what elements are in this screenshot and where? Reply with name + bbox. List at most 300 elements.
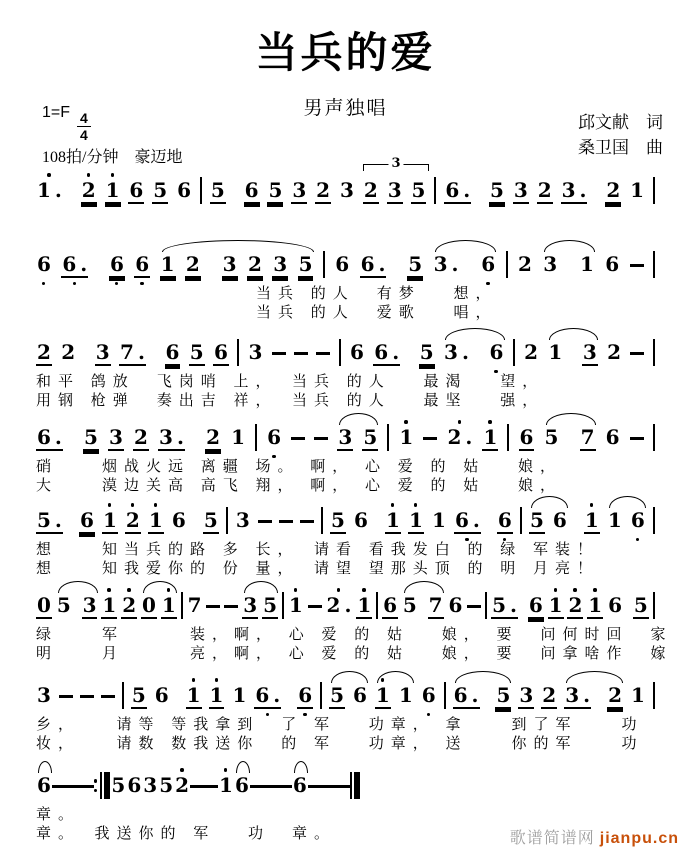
lyrics-block [36, 285, 655, 323]
lyric-row: 用钢 枪弹 奏出吉 祥， 当兵 的人 最坚 强， [36, 393, 545, 409]
slur [566, 671, 623, 683]
note: 5 [131, 683, 146, 707]
note: 3 [582, 340, 597, 364]
barline [520, 507, 522, 534]
note: 3 [82, 593, 97, 617]
octave-dot-above [294, 588, 298, 592]
octave-dot-above [554, 588, 558, 592]
note: 3 [338, 425, 353, 449]
duration-dash [59, 695, 73, 711]
slur [609, 496, 646, 508]
time-signature-top: 4 [77, 111, 91, 127]
note: 6 [37, 773, 51, 797]
barline [653, 339, 655, 366]
gap-spacer [569, 452, 571, 453]
note: 1 [587, 593, 603, 621]
note: 5 [330, 683, 345, 707]
note: 2 [134, 425, 148, 449]
music-system [36, 583, 673, 664]
note: 5 [56, 593, 71, 617]
note: 6 [608, 593, 623, 617]
music-system [36, 242, 655, 323]
triplet-number: 3 [388, 156, 403, 171]
lyric-row: 妆， 请数 数我送你 的 军 功章， 送 你的军 功 [36, 736, 644, 752]
gap-spacer [210, 279, 212, 280]
duration-dash [80, 695, 94, 711]
barline [226, 507, 228, 534]
notation-row [36, 583, 655, 621]
slur [244, 581, 278, 593]
gap-spacer [598, 710, 600, 711]
note: 5 [298, 252, 313, 276]
gap-spacer [376, 535, 378, 536]
barline [653, 424, 655, 451]
octave-dot-above [180, 768, 184, 772]
note: 2 [174, 773, 190, 801]
note: 6 . [453, 683, 479, 707]
lyric-row: 明 月 亮，啊， 心 爱 的 姑 娘， 要 问拿啥作 嫁 [36, 646, 673, 662]
note: 3 . [565, 683, 591, 707]
barline [653, 682, 655, 709]
gap-spacer [154, 367, 156, 368]
note: 5 [84, 425, 98, 449]
slur [435, 240, 496, 252]
note: 1 [148, 508, 164, 536]
octave-dot-above [108, 503, 112, 507]
music-system [36, 330, 655, 411]
note: 5 . [492, 593, 517, 617]
duration-dash [66, 785, 80, 801]
note: 1 [548, 340, 563, 364]
note: 3 [340, 178, 354, 202]
note: 2 [121, 593, 137, 621]
note: 5 [411, 178, 426, 202]
lyric-row: 章。 我送你的 军 功 章。 [36, 826, 337, 842]
note: 6 [127, 773, 142, 797]
barline [321, 507, 323, 534]
note: 3 . [433, 252, 459, 276]
duration-dash [294, 352, 308, 368]
watermark [510, 825, 679, 848]
duration-dash [316, 352, 330, 368]
note: 6 [497, 508, 513, 536]
lyrics-block [36, 541, 655, 579]
note: 3 [543, 252, 558, 276]
music-system [36, 673, 655, 754]
note: 6 . [445, 178, 471, 202]
lyric-row: 乡， 请等 等我拿到 了 军 功章， 拿 到了军 功 [36, 717, 644, 733]
lyric-row: 和平 鸽放 飞岗哨 上， 当兵 的人 最渴 望， [36, 374, 545, 390]
note: 1 [630, 683, 645, 707]
note: 6 [244, 178, 259, 202]
duration-dash [467, 605, 481, 621]
octave-dot-above [414, 503, 418, 507]
gap-spacer [408, 367, 410, 368]
slur [236, 761, 250, 773]
barline [323, 251, 325, 278]
barline [653, 251, 655, 278]
note: 5 [544, 425, 559, 449]
note: 1 . [36, 178, 63, 206]
note: 1 [431, 508, 446, 532]
credits [578, 110, 663, 160]
note: 5 [159, 773, 174, 797]
gap-spacer [479, 205, 481, 206]
barline [507, 424, 509, 451]
watermark-site: 歌谱简谱网 [509, 830, 600, 847]
slur [404, 581, 444, 593]
slur [143, 581, 177, 593]
gap-spacer [522, 620, 524, 621]
octave-dot-below [465, 538, 469, 542]
octave-dot-above [131, 503, 135, 507]
note: 7 [580, 425, 595, 449]
note: 1 [160, 252, 175, 276]
note: 1 [161, 593, 177, 621]
note: 6 [605, 252, 620, 276]
note: 6 [214, 340, 228, 364]
lyricist-credit: 邱文献 词 [578, 113, 663, 132]
octave-dot-above [458, 420, 462, 424]
duration-dash [258, 520, 272, 536]
octave-dot-below [486, 282, 490, 286]
note: 5 [529, 508, 544, 532]
gap-spacer [84, 367, 86, 368]
note: 2 [247, 252, 262, 276]
note: 1 [607, 508, 622, 532]
note: 2 [81, 178, 97, 206]
octave-dot-above [47, 173, 51, 177]
note: 1 [102, 508, 118, 536]
final-barline [350, 772, 360, 799]
octave-dot-above [488, 420, 492, 424]
note: 6 [353, 683, 367, 707]
lyric-row: 当兵 的人 爱歌 唱， [36, 305, 498, 321]
note: 2 [206, 425, 221, 449]
note: 1 [105, 178, 121, 206]
octave-dot-above [87, 173, 91, 177]
note: 6 [552, 508, 567, 532]
note: 1 [408, 508, 424, 536]
slur [377, 671, 414, 683]
duration-dash [314, 437, 328, 453]
duration-dash [264, 785, 278, 801]
octave-dot-above [111, 173, 115, 177]
lyrics-block [36, 626, 673, 664]
gap-spacer [71, 205, 73, 206]
slur [546, 413, 596, 425]
gap-spacer [487, 710, 489, 711]
gap-spacer [194, 535, 196, 536]
note: 3 [109, 425, 123, 449]
barline [434, 177, 436, 204]
note: 3 [243, 593, 258, 617]
octave-dot-above [224, 768, 228, 772]
note: 1 [232, 683, 247, 707]
note: 6 [350, 340, 364, 364]
duration-dash [278, 785, 292, 801]
duration-dash [322, 785, 336, 801]
lyrics-block [36, 373, 655, 411]
barline [653, 592, 655, 619]
note: 6 [36, 252, 52, 280]
note: 6 . [61, 252, 88, 280]
note: 1 [356, 593, 372, 621]
octave-dot-below [140, 282, 144, 286]
watermark-domain: jianpu.cn [599, 830, 679, 847]
note: 2 [185, 252, 200, 276]
note: 5 [263, 593, 277, 617]
duration-dash [300, 520, 314, 536]
barline [653, 177, 655, 204]
note: 2 [524, 340, 538, 364]
barline [320, 682, 322, 709]
song-title: 当兵的爱 [255, 31, 436, 77]
barline [339, 339, 341, 366]
slur [339, 413, 378, 425]
note: 5 [189, 340, 204, 364]
slur [331, 671, 368, 683]
note: 6 . [360, 252, 386, 276]
note: 3 [273, 252, 288, 276]
note: 5 [268, 178, 283, 202]
note: 5 [419, 340, 434, 364]
rest-note: 0 [142, 593, 156, 617]
rest-note: 0 [37, 593, 51, 617]
note: 2 [606, 178, 621, 202]
slur [58, 581, 98, 593]
slur [445, 328, 505, 340]
note: 6 [266, 425, 282, 453]
octave-dot-below [494, 370, 498, 374]
music-system [36, 415, 655, 496]
key-and-meter [42, 104, 91, 142]
note: 2 [607, 340, 622, 364]
note: 3 [248, 340, 263, 364]
slur [38, 761, 52, 773]
note: 1 [209, 683, 225, 711]
composer-credit: 桑卫国 曲 [578, 138, 663, 157]
note: 2 [125, 508, 141, 536]
octave-dot-above [215, 678, 219, 682]
note: 2 [61, 340, 76, 364]
note: 3 [519, 683, 534, 707]
duration-dash [308, 785, 322, 801]
barline [506, 251, 508, 278]
duration-dash [80, 785, 94, 801]
note: 3 [143, 773, 158, 797]
gap-spacer [488, 535, 490, 536]
note: 6 [354, 508, 368, 532]
notation-row [36, 330, 655, 368]
lyric-row: 章。 [36, 807, 81, 823]
barline [255, 424, 257, 451]
barline [237, 339, 239, 366]
note: 2 [608, 683, 622, 707]
lyric-row: 当兵 的人 有梦 想， [36, 286, 498, 302]
note: 6 [297, 683, 313, 711]
note: 6 . [254, 683, 281, 711]
note: 2 [363, 178, 378, 202]
note: 6 [489, 340, 505, 368]
gap-spacer [194, 452, 196, 453]
gap-spacer [396, 279, 398, 280]
repeat-barline [94, 772, 111, 799]
notation-row [36, 498, 655, 536]
note: 3 . [444, 340, 469, 364]
note: 2 [542, 683, 557, 707]
note: 3 [37, 683, 51, 707]
barline [122, 682, 124, 709]
gap-spacer [76, 620, 78, 621]
gap-spacer [234, 205, 236, 206]
duration-dash [204, 785, 218, 801]
octave-dot-above [127, 588, 131, 592]
notation-row [36, 415, 655, 453]
music-system [36, 498, 655, 579]
note: 5 [111, 773, 126, 797]
duration-dash [336, 785, 350, 801]
octave-dot-above [391, 503, 395, 507]
slur [455, 671, 511, 683]
gap-spacer [595, 205, 597, 206]
note: 5 [203, 508, 218, 532]
note: 6 . [454, 508, 481, 536]
time-signature [77, 111, 91, 142]
lyric-row: 大 漠边关高 高飞 翔， 啊， 心 爱 的 姑 娘， [36, 478, 563, 494]
duration-dash [291, 437, 305, 453]
note: 1 [375, 683, 391, 711]
lyrics-block [36, 458, 655, 496]
note: 6 [421, 683, 437, 711]
note: 1 [186, 683, 202, 711]
note: 6 [292, 773, 307, 797]
gap-spacer [568, 279, 570, 280]
barline [282, 592, 284, 619]
note: 6 [177, 178, 192, 202]
note: 2 [37, 340, 51, 364]
slur [544, 240, 595, 252]
barline [513, 339, 515, 366]
duration-dash [250, 785, 264, 801]
note: 6 [134, 252, 150, 280]
gap-spacer [288, 710, 290, 711]
note: 6 [448, 593, 463, 617]
lyrics-block [36, 716, 655, 754]
duration-dash [101, 695, 115, 711]
note: 6 [171, 508, 186, 532]
gap-spacer [575, 535, 577, 536]
note: 1 [231, 425, 246, 449]
note: 6 [528, 593, 543, 617]
note: 2 [316, 178, 331, 202]
note: 3 . [561, 178, 587, 202]
octave-dot-above [337, 588, 341, 592]
note: 5 [490, 178, 504, 202]
note: 7 [187, 593, 202, 617]
lyric-row: 想 知我爱你的 份 量， 请望 望那头顶 的 明 月亮！ [36, 561, 600, 577]
note: 6 [109, 252, 125, 280]
octave-dot-below [272, 455, 276, 459]
octave-dot-above [593, 588, 597, 592]
octave-dot-above [590, 503, 594, 507]
note: 1 [385, 508, 401, 536]
note: 5 . [37, 508, 62, 532]
octave-dot-above [107, 588, 111, 592]
gap-spacer [572, 367, 574, 368]
barline [387, 424, 389, 451]
octave-dot-above [154, 503, 158, 507]
note: 1 [398, 425, 414, 453]
note: 5 [153, 178, 168, 202]
notation-row [36, 673, 655, 711]
note: 6 [154, 683, 169, 707]
duration-dash [423, 437, 437, 453]
duration-dash [206, 605, 220, 621]
note: 5 [331, 508, 345, 532]
note: 2 [537, 178, 552, 202]
note: 1 [579, 252, 594, 276]
note: 1 [288, 593, 304, 621]
notation-row [36, 242, 655, 280]
octave-dot-above [573, 588, 577, 592]
lyric-row: 想 知当兵的路 多 长， 请看 看我发白 的 绿 军装！ [36, 542, 600, 558]
note: 1 [482, 425, 498, 453]
note: 5 [633, 593, 648, 617]
note: 6 [129, 178, 144, 202]
note: 3 . [159, 425, 184, 449]
performance-type: 男声独唱 [303, 98, 388, 119]
note: 6 . [37, 425, 62, 449]
note: 2 . [446, 425, 473, 453]
barline [181, 592, 183, 619]
note: 6 [335, 252, 350, 276]
duration-dash [224, 605, 238, 621]
barline [376, 592, 378, 619]
note: 3 [222, 252, 237, 276]
gap-spacer [422, 620, 424, 621]
gap-spacer [478, 367, 480, 368]
note: 1 [218, 773, 234, 801]
note: 6 [605, 425, 620, 449]
note: 2 [567, 593, 583, 621]
gap-spacer [98, 279, 100, 280]
barline [653, 507, 655, 534]
note: 6 [630, 508, 646, 536]
note: 3 [387, 178, 402, 202]
note: 3 [292, 178, 307, 202]
note: 6 [79, 508, 94, 532]
note: 1 [548, 593, 564, 621]
note: 6 [165, 340, 180, 364]
duration-dash [190, 785, 204, 801]
note: 1 [630, 178, 645, 202]
note: 5 [496, 683, 511, 707]
duration-dash [630, 352, 644, 368]
octave-dot-below [303, 713, 307, 717]
note: 5 [363, 425, 378, 449]
note: 1 [101, 593, 117, 621]
note: 3 [95, 340, 110, 364]
note: 7 . [120, 340, 145, 364]
note: 6 [383, 593, 397, 617]
notation-row [36, 763, 327, 801]
time-signature-bottom: 4 [80, 127, 88, 143]
note: 1 [584, 508, 600, 536]
note: 2 [517, 252, 532, 276]
octave-dot-above [404, 420, 408, 424]
gap-spacer [177, 710, 179, 711]
